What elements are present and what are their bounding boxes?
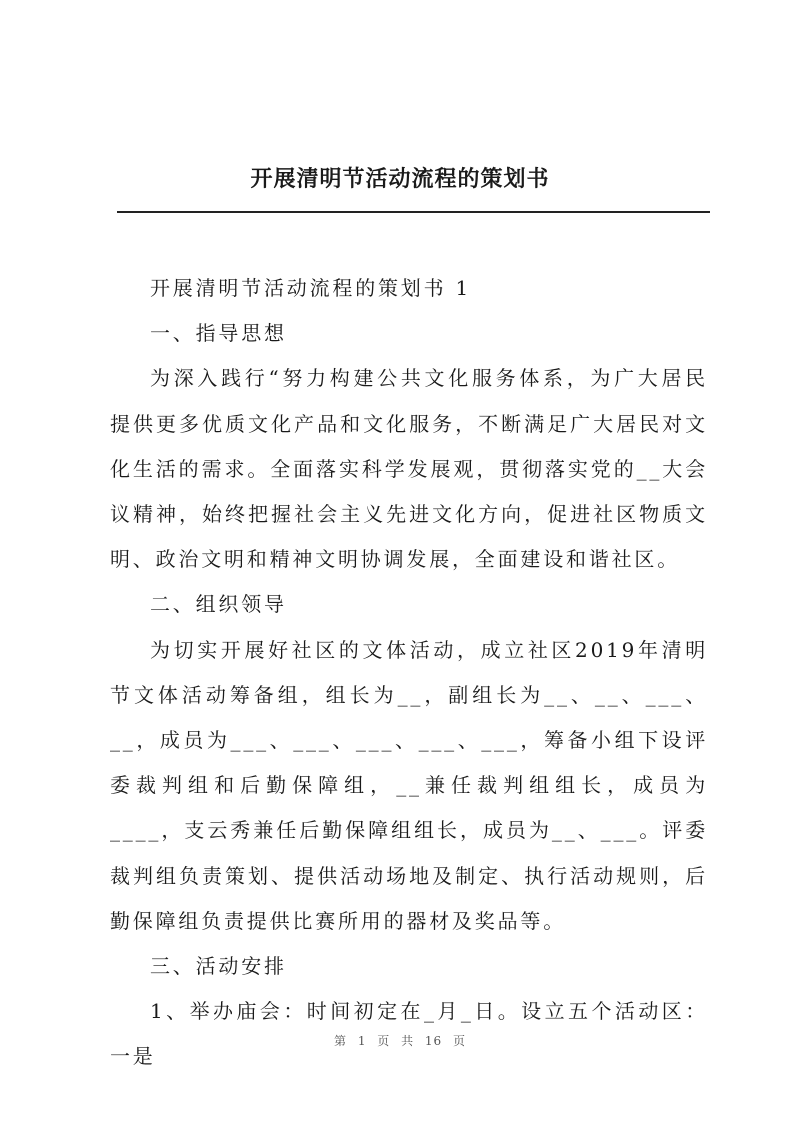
body-paragraph: 为深入践行“努力构建公共文化服务体系，为广大居民提供更多优质文化产品和文化服务，不断满足广大居民对文化生活的需求。全面落实科学发展观，贯彻落实党的__大会议精神，始终把握社会主义先进文化方向，促进社区物质文明、政治文明和精神文明协调发展，全面建设和谐社区。 <box>110 366 708 572</box>
section-heading: 开展清明节活动流程的策划书 1 <box>150 276 472 300</box>
section-heading: 一、指导思想 <box>150 321 287 346</box>
section-heading: 二、组织领导 <box>150 592 287 617</box>
page-footer: 第 1 页 共 16 页 <box>334 1034 466 1048</box>
title-divider <box>117 211 710 213</box>
document-body <box>110 266 708 1080</box>
body-paragraph: 1、举办庙会：时间初定在_月_日。设立五个活动区：一是 <box>110 999 708 1069</box>
document-title: 开展清明节活动流程的策划书 <box>250 167 550 192</box>
section-heading: 三、活动安排 <box>150 954 287 979</box>
body-paragraph: 为切实开展好社区的文体活动，成立社区2019年清明节文体活动筹备组，组长为__，副组长为__、__、___、__，成员为___、___、___、___、___，筹备小组下设评委裁判组和后勤保障组，__兼任裁判组组长，成员为____，支云秀兼任后勤保障组组长，成员为__、___。评委裁判组负责策划、提供活动场地及制定、执行活动规则，后勤保障组负责提供比赛所用的器材及奖品等。 <box>110 637 708 933</box>
